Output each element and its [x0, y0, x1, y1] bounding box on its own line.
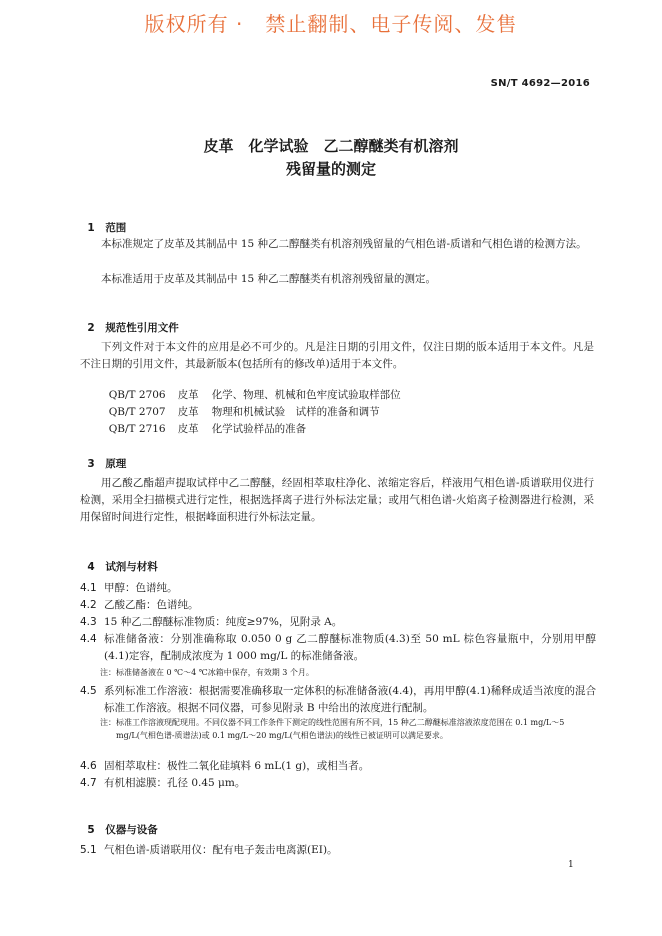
item-number: 4.7	[80, 777, 97, 789]
section-2-heading	[80, 308, 179, 335]
note	[100, 666, 594, 679]
list-item	[80, 631, 596, 665]
item-text: 乙酸乙酯：色谱纯。	[104, 599, 199, 611]
item-text: 15 种乙二醇醚标准物质：纯度≥97%，见附录 A。	[104, 616, 343, 628]
section-number: 2	[87, 322, 95, 334]
section-3-heading	[80, 444, 126, 471]
list-item	[80, 758, 596, 775]
item-text: 标准储备液：分别准确称取 0.050 0 g 乙二醇醚标准物质(4.3)至 50 mL 棕色容量瓶中，分别用甲醇(4.1)定容，配制成浓度为 1 000 mg/L 的标准储备液。	[104, 633, 596, 662]
list-item	[80, 580, 596, 597]
reference-code: QB/T 2716	[108, 423, 166, 435]
page-number: 1	[568, 860, 574, 870]
section-1-paragraph-2: 本标准适用于皮革及其制品中 15 种乙二醇醚类有机溶剂残留量的测定。	[101, 273, 437, 285]
section-2-paragraph-1: 下列文件对于本文件的应用是必不可少的。凡是注日期的引用文件，仅注日期的版本适用于本文件。凡是不注日期的引用文件，其最新版本(包括所有的修改单)适用于本文件。	[80, 341, 594, 370]
item-text: 系列标准工作溶液：根据需要准确移取一定体积的标准储备液(4.4)，再用甲醇(4.1)稀释成适当浓度的混合标准工作溶液。根据不同仪器，可参见附录 B 中给出的浓度进行配制。	[104, 685, 596, 714]
reference-title: 化学、物理、机械和色牢度试验取样部位	[211, 389, 401, 401]
reference-code: QB/T 2707	[108, 406, 166, 418]
section-4-heading	[80, 547, 158, 574]
list-item	[80, 775, 596, 792]
note-text: 标准储备液在 0 ℃～4 ℃冰箱中保存，有效期 3 个月。	[116, 668, 314, 677]
section-title: 试剂与材料	[105, 561, 158, 573]
reference-item	[102, 409, 306, 436]
item-text: 气相色谱-质谱联用仪：配有电子轰击电离源(EI)。	[104, 844, 338, 856]
section-number: 5	[87, 824, 95, 836]
reference-prefix: 皮革	[177, 406, 199, 418]
item-number: 4.5	[80, 685, 97, 697]
watermark-banner: 版权所有 · 禁止翻制、电子传阅、发售	[144, 12, 518, 36]
section-number: 1	[87, 222, 95, 234]
section-title: 规范性引用文件	[105, 322, 179, 334]
section-title: 范围	[105, 222, 127, 234]
reference-title: 化学试验样品的准备	[211, 423, 307, 435]
item-number: 5.1	[80, 844, 97, 856]
list-item	[80, 597, 596, 614]
standard-number: SN/T 4692—2016	[490, 78, 590, 89]
reference-prefix: 皮革	[177, 423, 199, 435]
section-number: 4	[87, 561, 95, 573]
note-text: 标准工作溶液现配现用。不同仪器不同工作条件下测定的线性范围有所不同，15 种乙二醇醚标准溶液浓度范围在 0.1 mg/L～5 mg/L(气相色谱-质谱法)或 0.1 mg/L～20 mg/L(气相色谱法)的线性已被证明可以满足要求。	[116, 718, 565, 740]
section-3-paragraph-1: 用乙酸乙酯超声提取试样中乙二醇醚，经固相萃取柱净化、浓缩定容后，样液用气相色谱-质谱联用仪进行检测，采用全扫描模式进行定性，根据选择离子进行外标法定量；或用气相色谱-火焰离子检测器进行检测，采用保留时间进行定性，根据峰面积进行外标法定量。	[80, 477, 594, 523]
list-item	[80, 842, 596, 859]
section-number: 3	[87, 458, 95, 470]
list-item	[80, 683, 596, 717]
section-1-heading	[80, 208, 126, 235]
reference-code: QB/T 2706	[108, 389, 166, 401]
reference-prefix: 皮革	[177, 389, 199, 401]
item-number: 4.6	[80, 760, 97, 772]
item-number: 4.1	[80, 582, 97, 594]
section-title: 仪器与设备	[105, 824, 158, 836]
section-5-heading	[80, 810, 158, 837]
item-number: 4.3	[80, 616, 97, 628]
note-label: 注：	[100, 718, 116, 727]
reference-title: 物理和机械试验 试样的准备和调节	[211, 406, 380, 418]
item-number: 4.4	[80, 633, 97, 645]
note-label: 注：	[100, 668, 116, 677]
list-item	[80, 614, 596, 631]
item-text: 有机相滤膜：孔径 0.45 μm。	[104, 777, 246, 789]
note	[100, 716, 594, 742]
section-1-paragraph-1: 本标准规定了皮革及其制品中 15 种乙二醇醚类有机溶剂残留量的气相色谱-质谱和气相色谱的检测方法。	[101, 238, 587, 250]
item-text: 甲醇：色谱纯。	[104, 582, 178, 594]
document-title-line1: 皮革 化学试验 乙二醇醚类有机溶剂	[203, 137, 459, 155]
section-title: 原理	[105, 458, 127, 470]
item-text: 固相萃取柱：极性二氧化硅填料 6 mL(1 g)，或相当者。	[104, 760, 370, 772]
item-number: 4.2	[80, 599, 97, 611]
document-title-line2: 残留量的测定	[285, 160, 376, 178]
